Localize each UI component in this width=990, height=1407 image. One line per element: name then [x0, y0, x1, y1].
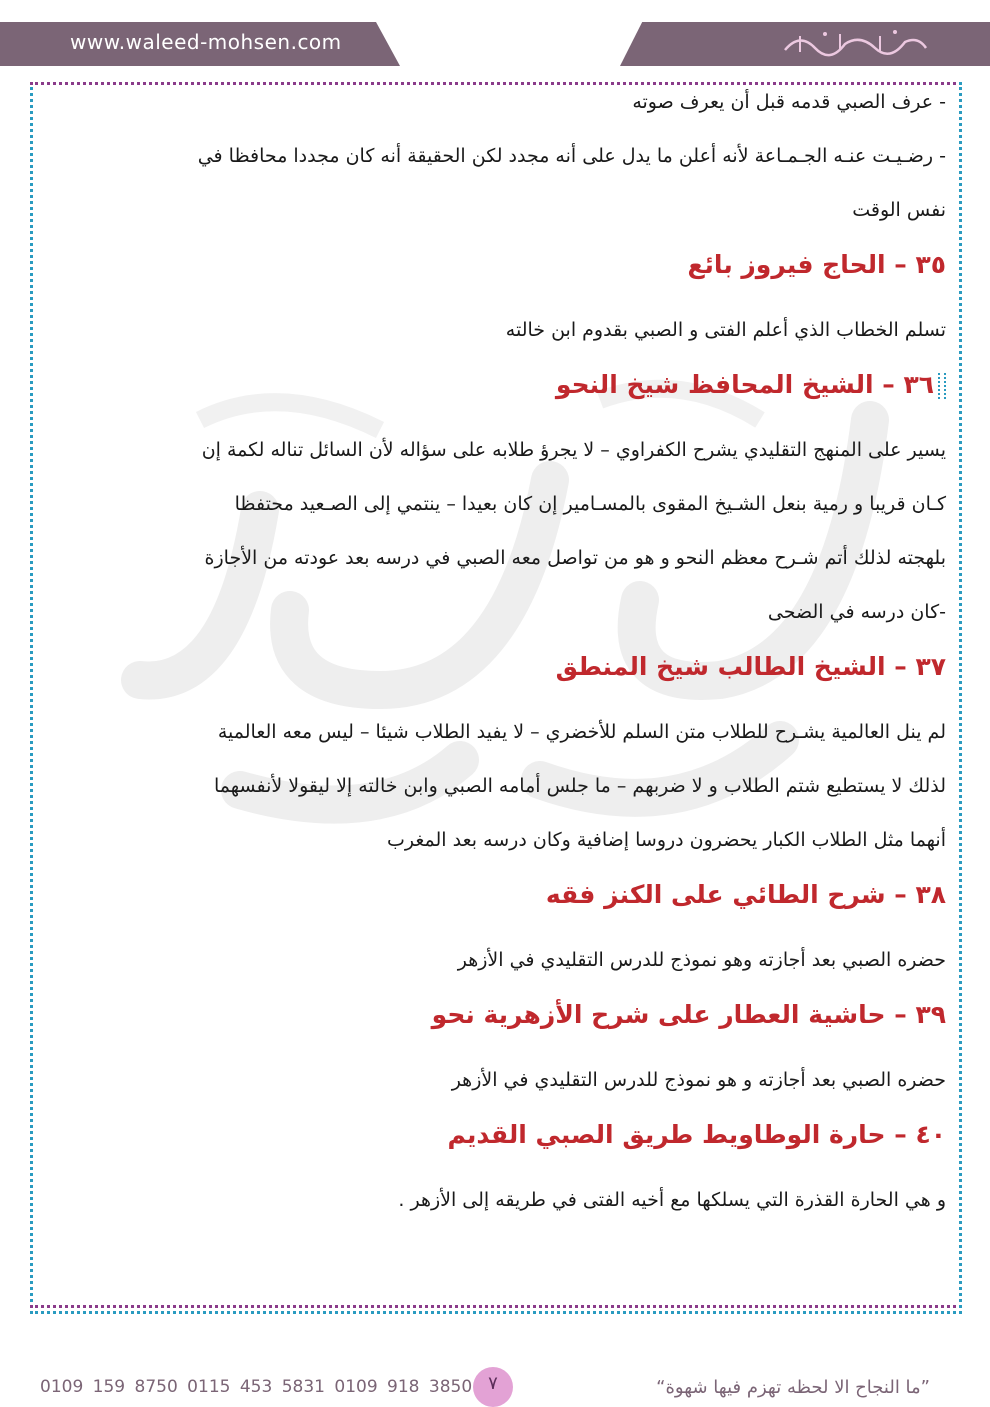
text-cursor-marker [938, 373, 946, 399]
footer-phone-numbers: 0109 159 8750 0115 453 5831 0109 918 3850 [40, 1377, 473, 1397]
paragraph-line: كـان قريبا و رمية بنعل الشـيخ المقوى بالمسـامير إن كان بعيدا – ينتمي إلى الصـعيد محتفظا [234, 493, 946, 515]
section-heading [443, 1120, 950, 1149]
page-number-badge: ٧ [473, 1367, 513, 1407]
paragraph-line: لذلك لا يستطيع شتم الطلاب و لا ضربهم – ما جلس أمامه الصبي وابن خالته إلا ليقولا لأنفسهما [214, 775, 946, 797]
section-heading [542, 880, 950, 909]
section-heading-text: ٣٩ – حاشية العطار على شرح الأزهرية نحو [431, 1000, 946, 1029]
page-header [0, 0, 990, 70]
paragraph-line: - رضـيـت عنـه الجـمـاعة لأنه أعلن ما يدل على أنه مجدد لكن الحقيقة أنه كان مجددا محافظا في [197, 145, 946, 167]
footer-quote: ”ما النجاح الا لحظه تهزم فيها شهوة“ [656, 1377, 930, 1398]
paragraph-line: حضره الصبي بعد أجازته وهو نموذج للدرس التقليدي في الأزهر [457, 949, 946, 971]
paragraph-line: و هي الحارة القذرة التي يسلكها مع أخيه الفتى في طريقه إلى الأزهر . [398, 1189, 946, 1211]
section-heading [552, 652, 950, 681]
section-heading [428, 1000, 950, 1029]
section-heading-text: ٣٥ – الحاج فيروز بائع [687, 250, 946, 279]
brand-logo [780, 26, 930, 64]
section-heading [552, 370, 950, 399]
paragraph-line: لم ينل العالمية يشـرح للطلاب متن السلم للأخضري – لا يفيد الطلاب شيئا – ليس معه العالمية [217, 721, 946, 743]
paragraph-line: نفس الوقت [852, 199, 946, 221]
paragraph-line: -كان درسه في الضحى [767, 601, 946, 623]
section-heading-text: ٣٦ – الشيخ المحافظ شيخ النحو [555, 370, 934, 399]
calligraphy-logo-icon [780, 26, 930, 58]
paragraph-line: تسلم الخطاب الذي أعلم الفتى و الصبي بقدوم ابن خالته [505, 319, 946, 341]
paragraph-line: يسير على المنهج التقليدي يشرح الكفراوي – لا يجرؤ طلابه على سؤاله لأن السائل تناله لكمة إن [201, 439, 946, 461]
section-heading-text: ٣٧ – الشيخ الطالب شيخ المنطق [555, 652, 946, 681]
paragraph-line: حضره الصبي بعد أجازته و هو نموذج للدرس التقليدي في الأزهر [451, 1069, 946, 1091]
section-heading-text: ٣٨ – شرح الطائي على الكنز فقه [545, 880, 946, 909]
section-heading [683, 250, 950, 279]
paragraph-line: بلهجته لذلك أتم شـرح معظم النحو و هو من تواصل معه الصبي في درسه بعد عودته من الأجازة [204, 547, 946, 569]
paragraph-line: أنهما مثل الطلاب الكبار يحضرون دروسا إضافية وكان درسه بعد المغرب [386, 829, 946, 851]
paragraph-line: - عرف الصبي قدمه قبل أن يعرف صوته [632, 91, 946, 113]
website-url[interactable]: www.waleed-mohsen.com [70, 30, 342, 54]
section-heading-text: ٤٠ – حارة الوطاويط طريق الصبي القديم [447, 1120, 946, 1149]
